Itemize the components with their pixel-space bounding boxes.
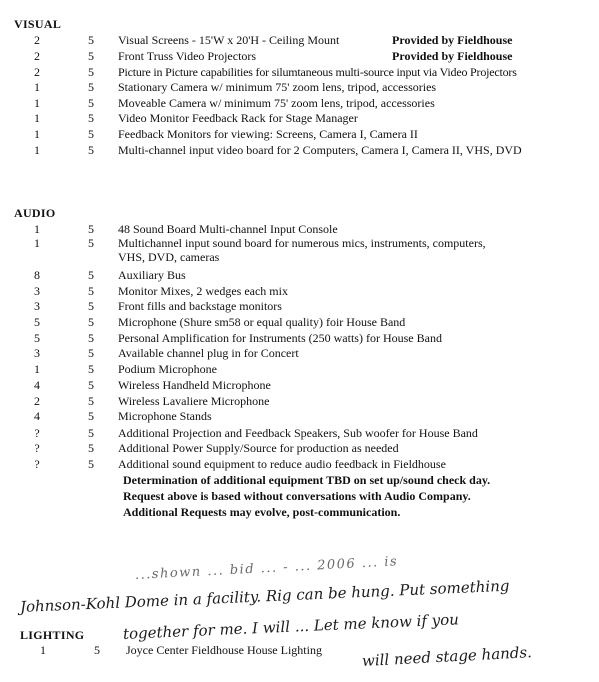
- handwritten-line: Johnson-Kohl Dome in a facility. Rig can be hung. Put something: [19, 576, 510, 616]
- table-row: [0, 284, 599, 300]
- unit: 5: [88, 49, 94, 63]
- unit: 5: [88, 299, 94, 313]
- quantity: 3: [34, 284, 40, 298]
- handwritten-line: ...shown ... bid ... - ... 2006 ... is: [134, 554, 399, 583]
- unit: 5: [88, 143, 94, 157]
- quantity: 4: [34, 409, 40, 423]
- description: 48 Sound Board Multi-channel Input Console: [118, 222, 338, 236]
- table-row: [0, 315, 599, 331]
- quantity: 1: [34, 96, 40, 110]
- description: Wireless Handheld Microphone: [118, 378, 271, 392]
- visual-heading: VISUAL: [14, 17, 62, 31]
- unit: 5: [88, 65, 94, 79]
- table-row: [0, 441, 599, 457]
- note-text: Request above is based without conversations with Audio Company.: [123, 489, 471, 503]
- quantity: ?: [34, 457, 40, 471]
- table-row: [0, 111, 599, 127]
- quantity: 2: [34, 33, 40, 47]
- description: Video Monitor Feedback Rack for Stage Manager: [118, 111, 358, 125]
- quantity: 1: [34, 80, 40, 94]
- table-row: [0, 299, 599, 315]
- unit: 5: [88, 331, 94, 345]
- table-row: [0, 80, 599, 96]
- unit: 5: [88, 441, 94, 455]
- description: Moveable Camera w/ minimum 75' zoom lens, tripod, accessories: [118, 96, 435, 110]
- unit: 5: [88, 426, 94, 440]
- quantity: 8: [34, 268, 40, 282]
- description: Monitor Mixes, 2 wedges each mix: [118, 284, 288, 298]
- description: Multi-channel input video board for 2 Computers, Camera I, Camera II, VHS, DVD: [118, 143, 522, 157]
- quantity: ?: [34, 426, 40, 440]
- unit: 5: [88, 33, 94, 47]
- audio-note: [0, 505, 599, 521]
- description: Podium Microphone: [118, 362, 217, 376]
- description: Visual Screens - 15'W x 20'H - Ceiling Mount: [118, 33, 340, 47]
- description: Auxiliary Bus: [118, 268, 186, 282]
- quantity: 2: [34, 65, 40, 79]
- quantity: 4: [34, 378, 40, 392]
- quantity: 1: [34, 222, 40, 236]
- table-row: [0, 143, 599, 159]
- table-row: [0, 426, 599, 442]
- description: Front Truss Video Projectors: [118, 49, 257, 63]
- audio-note: [0, 473, 599, 489]
- table-row: [0, 643, 599, 659]
- quantity: 1: [40, 643, 46, 657]
- handwritten-line: will need stage hands.: [361, 643, 533, 670]
- quantity: 2: [34, 49, 40, 63]
- quantity: 1: [34, 127, 40, 141]
- description: Stationary Camera w/ minimum 75' zoom lens, tripod, accessories: [118, 80, 437, 94]
- audio-note: [0, 489, 599, 505]
- quantity: 1: [34, 362, 40, 376]
- table-row: [0, 409, 599, 425]
- unit: 5: [88, 96, 94, 110]
- table-row: [0, 331, 599, 347]
- description: Available channel plug in for Concert: [118, 346, 299, 360]
- handwritten-line: together for me. I will ... Let me know if you: [122, 610, 460, 643]
- description: Picture in Picture capabilities for silumtaneous multi-source input via Video Projectors: [118, 65, 517, 79]
- quantity: 5: [34, 315, 40, 329]
- unit: 5: [88, 346, 94, 360]
- table-row: [0, 378, 599, 394]
- description: Joyce Center Fieldhouse House Lighting: [126, 643, 322, 657]
- quantity: 2: [34, 394, 40, 408]
- unit: 5: [88, 284, 94, 298]
- quantity: ?: [34, 441, 40, 455]
- audio-heading: AUDIO: [14, 206, 56, 220]
- description: Microphone (Shure sm58 or equal quality) foir House Band: [118, 315, 406, 329]
- description: Personal Amplification for Instruments (250 watts) for House Band: [118, 331, 442, 345]
- quantity: 3: [34, 346, 40, 360]
- unit: 5: [88, 457, 94, 471]
- table-row: [0, 362, 599, 378]
- quantity: 3: [34, 299, 40, 313]
- provider-note: Provided by Fieldhouse: [392, 49, 513, 63]
- unit: 5: [88, 378, 94, 392]
- unit: 5: [88, 268, 94, 282]
- quantity: 1: [34, 111, 40, 125]
- unit: 5: [88, 315, 94, 329]
- quantity: 5: [34, 331, 40, 345]
- description: Multichannel input sound board for numerous mics, instruments, computers, VHS, DVD, cameras: [118, 236, 486, 264]
- unit: 5: [88, 236, 94, 250]
- lighting-heading: LIGHTING: [20, 628, 85, 642]
- description: Microphone Stands: [118, 409, 212, 423]
- quantity: 1: [34, 236, 40, 250]
- table-row: [0, 96, 599, 112]
- unit: 5: [88, 409, 94, 423]
- quantity: 1: [34, 143, 40, 157]
- table-row: [0, 33, 599, 49]
- table-row: [0, 457, 599, 473]
- description: Front fills and backstage monitors: [118, 299, 282, 313]
- description: Additional Projection and Feedback Speakers, Sub woofer for House Band: [118, 426, 478, 440]
- unit: 5: [94, 643, 100, 657]
- unit: 5: [88, 394, 94, 408]
- unit: 5: [88, 80, 94, 94]
- provider-note: Provided by Fieldhouse: [392, 33, 513, 47]
- description: Wireless Lavaliere Microphone: [118, 394, 270, 408]
- description: Additional sound equipment to reduce audio feedback in Fieldhouse: [118, 457, 446, 471]
- note-text: Additional Requests may evolve, post-communication.: [123, 505, 401, 519]
- table-row: [0, 346, 599, 362]
- table-row: [0, 236, 599, 268]
- table-row: [0, 394, 599, 410]
- unit: 5: [88, 127, 94, 141]
- unit: 5: [88, 222, 94, 236]
- table-row: [0, 49, 599, 65]
- note-text: Determination of additional equipment TBD on set up/sound check day.: [123, 473, 491, 487]
- unit: 5: [88, 111, 94, 125]
- description: Feedback Monitors for viewing: Screens, Camera I, Camera II: [118, 127, 418, 141]
- table-row: [0, 65, 599, 81]
- description: Additional Power Supply/Source for production as needed: [118, 441, 399, 455]
- unit: 5: [88, 362, 94, 376]
- table-row: [0, 127, 599, 143]
- table-row: [0, 268, 599, 284]
